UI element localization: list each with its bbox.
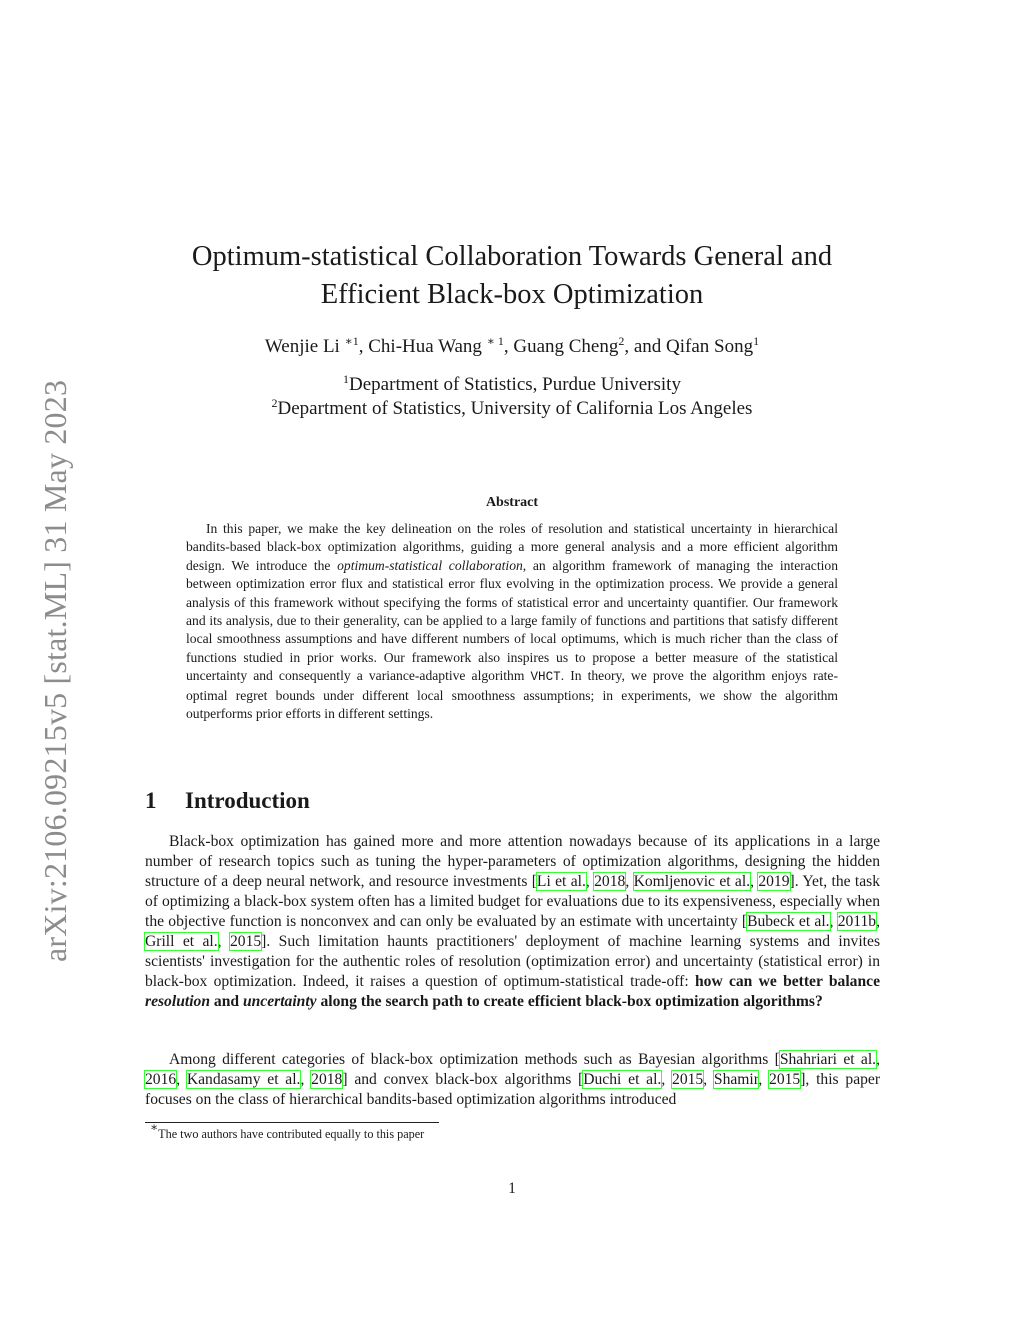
arxiv-identifier: arXiv:2106.09215v5 [stat.ML] 31 May 2023 [37, 379, 73, 962]
body-text: , [300, 1071, 312, 1088]
footnote-marker: ∗ [150, 1120, 159, 1134]
bold-question: and [210, 993, 243, 1010]
title-line-1: Optimum-statistical Collaboration Towards General and [191, 241, 833, 272]
abstract-span: . In theory, we prove the algorithm enjoys rate-optimal regret bounds under different local smoothness assumptions; in experiments, we show the algorithm outperforms prior efforts in different settings. [186, 668, 838, 722]
author-marker: ∗ 1 [486, 334, 504, 348]
affiliation-marker: 2 [271, 396, 278, 410]
author-name: , Chi-Hua Wang [358, 336, 487, 357]
citation-link[interactable]: 2018 [594, 873, 626, 890]
abstract-emphasis: optimum-statistical collaboration [337, 557, 523, 573]
citation-link[interactable]: Grill et al. [145, 933, 218, 950]
body-paragraph [145, 1050, 880, 1110]
affiliation-text: Department of Statistics, Purdue University [349, 374, 681, 395]
page-number: 1 [508, 1180, 516, 1197]
body-text: ]. Such limitation haunts practitioners' deployment of machine learning systems and invites scientists' investigation for the authentic roles of resolution (optimization error) and uncertainty (statistical error) in black-box optimization. Indeed, it raises a question of optimum-statistical trade-off: [145, 933, 881, 990]
author-marker: ∗1 [344, 334, 359, 348]
body-text: , [585, 873, 595, 890]
abstract-text [186, 520, 838, 723]
body-text: ]. Yet, the task of optimizing a black-box system often has a limited budget for evaluations due to its expensiveness, especially when the objective function is nonconvex and can only be evaluated by an estimate with uncertainty [ [145, 873, 881, 930]
citation-link[interactable]: Duchi et al. [583, 1071, 662, 1088]
citation-link[interactable]: Komljenovic et al. [633, 873, 751, 890]
body-text: , [217, 933, 230, 950]
author-marker: 1 [753, 334, 760, 348]
abstract-span: In this paper, we make the key delineation on the roles of resolution and statistical uncertainty in hierarchical bandits-based black-box optimization algorithms, guiding a more general analysis and a more efficient algorithm design. We introduce the [186, 521, 838, 573]
citation-link[interactable]: Bubeck et al. [747, 913, 830, 930]
footnote [150, 1120, 425, 1142]
body-text: ] and convex black-box algorithms [ [342, 1071, 584, 1088]
bold-question: how can we better balance [694, 973, 880, 990]
body-text: , [661, 1071, 673, 1088]
author-name: , and Qifan Song [624, 336, 754, 357]
author-name: Wenjie Li [264, 336, 345, 357]
title-line-2: Efficient Black-box Optimization [320, 279, 704, 310]
algorithm-name: VHCT [530, 670, 561, 685]
body-text: , [876, 913, 880, 930]
affiliation [150, 397, 874, 421]
affiliation-marker: 1 [343, 372, 350, 386]
body-text: , [176, 1071, 187, 1088]
author-list [150, 334, 874, 360]
citation-link[interactable]: Shamir [713, 1071, 759, 1088]
section-number: 1 [145, 788, 157, 813]
body-text: Black-box optimization has gained more and more attention nowadays because of its applications in a large number of research topics such as tuning the hyper-parameters of optimization algorithms, designing the hidden structure of a deep neural network, and resource investments [ [145, 833, 880, 890]
footnote-rule [145, 1122, 439, 1123]
section-title: Introduction [185, 788, 310, 813]
body-text: , [758, 1071, 770, 1088]
paper-title [150, 238, 874, 314]
abstract-heading: Abstract [485, 495, 539, 510]
body-text: ], this paper focuses on the class of hierarchical bandits-based optimization algorithms introduced [145, 1071, 881, 1108]
body-text: Among different categories of black-box optimization methods such as Bayesian algorithms [ [169, 1051, 780, 1068]
citation-link[interactable]: Li et al. [536, 873, 586, 890]
affiliation [150, 373, 874, 397]
citation-link[interactable]: 2015 [769, 1071, 801, 1088]
citation-link[interactable]: Kandasamy et al. [186, 1071, 301, 1088]
citation-link[interactable]: 2016 [145, 1071, 177, 1088]
body-text: , [829, 913, 838, 930]
citation-link[interactable]: 2018 [311, 1071, 343, 1088]
citation-link[interactable]: Shahriari et al. [779, 1051, 877, 1068]
affiliations [150, 373, 874, 421]
citation-link[interactable]: 2019 [758, 873, 790, 890]
author-marker: 2 [618, 334, 625, 348]
citation-link[interactable]: 2015 [672, 1071, 704, 1088]
bold-italic-term: resolution [145, 993, 210, 1010]
body-text: , [750, 873, 759, 890]
body-text: , [876, 1051, 880, 1068]
bold-italic-term: uncertainty [242, 993, 317, 1010]
abstract-span: , an algorithm framework of managing the interaction between optimization error flux and statistical error flux evolving in the optimization process. We provide a general analysis of this framework without specifying the forms of statistical error and uncertainty quantifier. Our framework and its analysis, due to their generality, can be applied to a large family of functions and partitions that satisfy different local smoothness assumptions and have different numbers of local optimums, which is much richer than the class of functions studied in prior works. Our framework also inspires us to propose a better measure of the statistical uncertainty and consequently a variance-adaptive algorithm [186, 557, 838, 684]
body-paragraph [145, 832, 880, 1012]
body-text: , [625, 873, 634, 890]
footnote-text: The two authors have contributed equally to this paper [158, 1127, 425, 1141]
citation-link[interactable]: 2015 [229, 933, 262, 950]
citation-link[interactable]: 2011b [837, 913, 877, 930]
bold-question: along the search path to create efficient black-box optimization algorithms? [316, 993, 823, 1010]
affiliation-text: Department of Statistics, University of California Los Angeles [277, 398, 753, 419]
author-name: , Guang Cheng [503, 336, 619, 357]
section-heading [145, 788, 310, 814]
body-text: , [703, 1071, 714, 1088]
